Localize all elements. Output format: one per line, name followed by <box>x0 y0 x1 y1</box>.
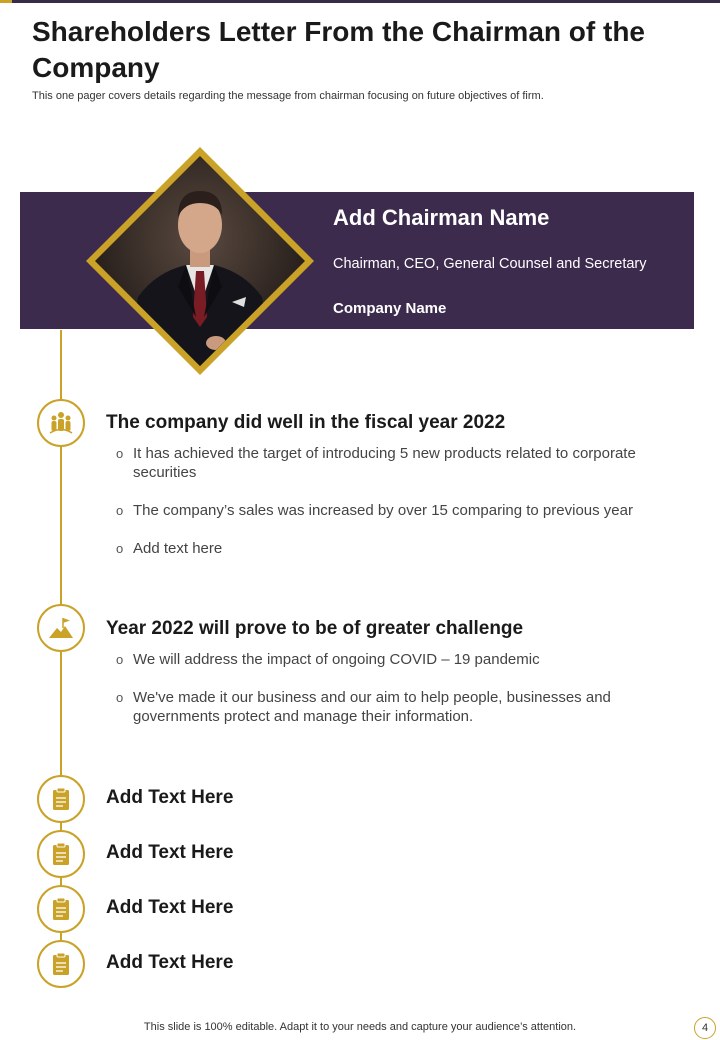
top-rule-accent <box>0 0 12 3</box>
section-heading-challenge: Year 2022 will prove to be of greater challenge <box>106 618 524 639</box>
mountain-flag-icon <box>37 604 85 652</box>
page-number: 4 <box>694 1017 716 1039</box>
chairman-photo-image <box>86 147 314 375</box>
section-bullets-challenge <box>116 650 636 745</box>
top-rule <box>0 0 720 3</box>
bullet-item: o We've made it our business and our aim to help people, businesses and governments protect and manage their information. <box>116 688 636 726</box>
bullet-item: o The company’s sales was increased by over 15 comparing to previous year <box>116 501 636 520</box>
team-icon <box>37 399 85 447</box>
clipboard-icon <box>37 940 85 988</box>
clipboard-icon <box>37 885 85 933</box>
company-name: Company Name <box>333 300 447 317</box>
section-heading-fiscal: The company did well in the fiscal year 2022 <box>106 412 506 433</box>
section-bullets-fiscal <box>116 444 636 577</box>
chairman-role: Chairman, CEO, General Counsel and Secretary <box>333 256 647 272</box>
clipboard-icon <box>37 830 85 878</box>
item-label: Add Text Here <box>106 842 234 863</box>
item-label: Add Text Here <box>106 787 234 808</box>
bullet-item: o It has achieved the target of introducing 5 new products related to corporate securities <box>116 444 636 482</box>
chairman-name: Add Chairman Name <box>333 205 550 230</box>
page-subtitle: This one pager covers details regarding the message from chairman focusing on future objectives of firm. <box>32 90 544 102</box>
bullet-item: o Add text here <box>116 539 636 558</box>
clipboard-icon <box>37 775 85 823</box>
item-label: Add Text Here <box>106 952 234 973</box>
page-title: Shareholders Letter From the Chairman of the Company <box>32 16 645 83</box>
bullet-item: o We will address the impact of ongoing COVID – 19 pandemic <box>116 650 636 669</box>
footer-note: This slide is 100% editable. Adapt it to your needs and capture your audience’s attention. <box>143 1021 577 1033</box>
chairman-photo <box>86 147 314 375</box>
item-label: Add Text Here <box>106 897 234 918</box>
